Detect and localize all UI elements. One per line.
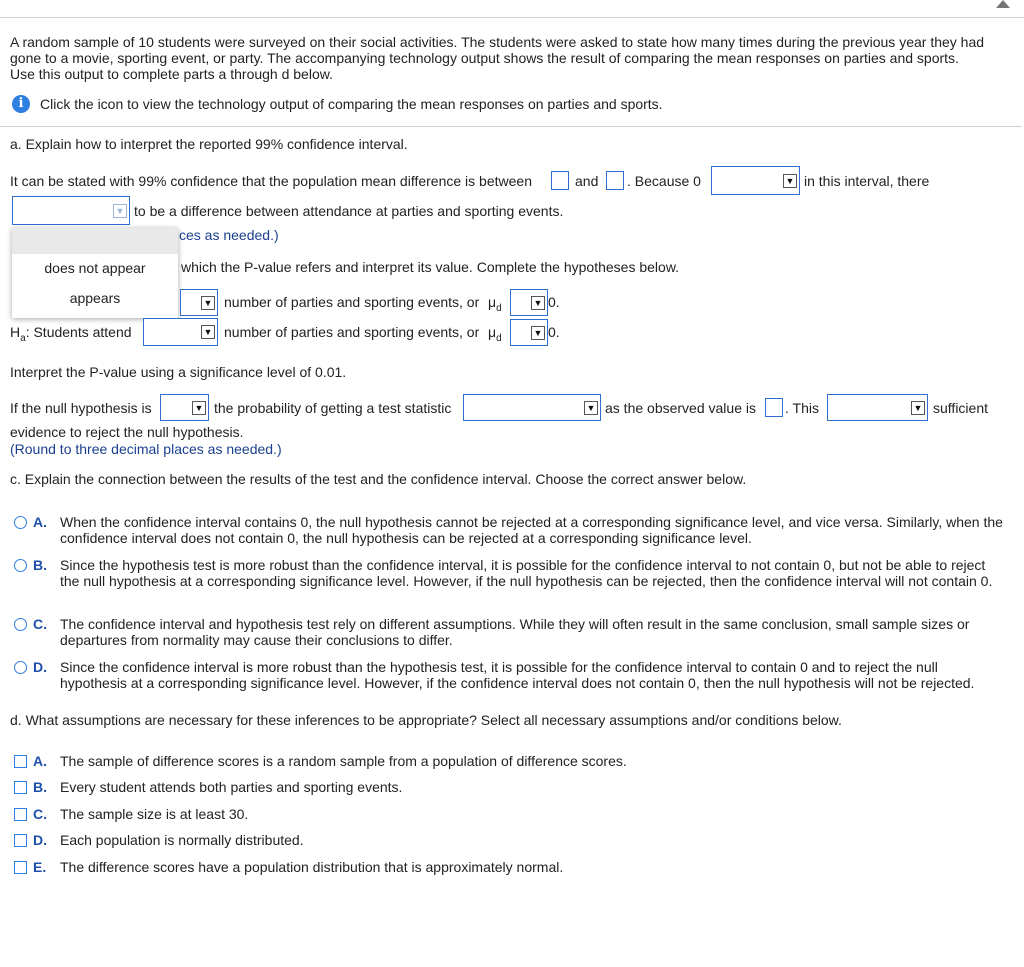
- section-divider: [0, 126, 1022, 127]
- ci-lower-input[interactable]: [551, 171, 569, 190]
- dropdown-arrow-icon: ▼: [192, 401, 206, 415]
- because-label: . Because 0: [627, 173, 701, 189]
- info-link-text[interactable]: Click the icon to view the technology output of comparing the mean responses on parties and sports.: [40, 96, 663, 112]
- ha-compare-select[interactable]: [143, 318, 218, 346]
- ha-operator-select[interactable]: [510, 319, 548, 346]
- evidence-label: evidence to reject the null hypothesis.: [10, 424, 244, 440]
- radio-option-d[interactable]: [14, 661, 27, 674]
- mu-subscript: d: [496, 302, 502, 314]
- h0-compare-select[interactable]: [180, 289, 218, 316]
- ha-zero: 0.: [548, 324, 560, 340]
- check-text-b[interactable]: Every student attends both parties and sporting events.: [60, 779, 403, 795]
- checkbox-option-d[interactable]: [14, 834, 27, 847]
- radio-option-a[interactable]: [14, 516, 27, 529]
- appear-select[interactable]: [12, 196, 130, 225]
- option-text-d[interactable]: Since the confidence interval is more robust than the hypothesis test, it is possible for the confidence interval to contain 0 and to reject the null hypothesis at a corresponding significance level. However, if the confidence interval does not contain 0, then the null hypothesis will not be rejected.: [60, 659, 975, 691]
- to-be-label: to be a difference between attendance at parties and sporting events.: [134, 203, 564, 219]
- round-hint-partial: ces as needed.): [179, 227, 279, 243]
- dropdown-option-does-not-appear[interactable]: does not appear: [44, 260, 146, 276]
- top-divider: [0, 17, 1024, 18]
- h0-zero: 0.: [548, 294, 560, 310]
- h0-mu: [488, 294, 502, 314]
- radio-option-b[interactable]: [14, 559, 27, 572]
- checkbox-option-c[interactable]: [14, 808, 27, 821]
- check-letter-c: C.: [33, 806, 47, 822]
- option-letter-a: A.: [33, 514, 47, 530]
- h0-operator-select[interactable]: [510, 289, 548, 316]
- part-b-heading-partial: which the P-value refers and interpret its value. Complete the hypotheses below.: [181, 259, 680, 275]
- option-text-a[interactable]: When the confidence interval contains 0, the null hypothesis cannot be rejected at a corresponding significance level, and vice versa. Similarly, when the confidence interval does not contain 0, the null hypothesis can be rejected at a corresponding significance level.: [60, 514, 1003, 546]
- intro-line-3: Use this output to complete parts a through d below.: [10, 66, 333, 82]
- zero-in-interval-select[interactable]: [711, 166, 800, 195]
- round-hint: (Round to three decimal places as needed.): [10, 441, 282, 457]
- h0-text: number of parties and sporting events, or: [224, 294, 480, 310]
- mu-subscript: d: [496, 332, 502, 344]
- check-text-c[interactable]: The sample size is at least 30.: [60, 806, 249, 822]
- appear-dropdown-menu: [12, 228, 178, 318]
- intro-line-2: gone to a movie, sporting event, or party. The accompanying technology output shows the result of comparing the mean responses on parties and sports.: [10, 50, 959, 66]
- interpret-label: Interpret the P-value using a significance level of 0.01.: [10, 364, 347, 380]
- in-interval-label: in this interval, there: [804, 173, 930, 189]
- option-letter-c: C.: [33, 616, 47, 632]
- checkbox-option-e[interactable]: [14, 861, 27, 874]
- option-letter-d: D.: [33, 659, 47, 675]
- check-text-d[interactable]: Each population is normally distributed.: [60, 832, 304, 848]
- info-icon[interactable]: i: [12, 95, 30, 113]
- part-c-heading: c. Explain the connection between the results of the test and the confidence interval. Choose the correct answer below.: [10, 471, 747, 487]
- as-observed-label: as the observed value is: [605, 400, 756, 416]
- prob-text: the probability of getting a test statistic: [214, 400, 452, 416]
- p-value-input[interactable]: [765, 398, 783, 417]
- part-a-heading: a. Explain how to interpret the reported 99% confidence interval.: [10, 136, 408, 152]
- check-letter-e: E.: [33, 859, 47, 875]
- ha-text-2: number of parties and sporting events, or: [224, 324, 480, 340]
- mu-symbol: μ: [488, 294, 497, 310]
- dropdown-arrow-icon: ▼: [201, 296, 215, 310]
- dropdown-arrow-icon: ▼: [584, 401, 598, 415]
- dropdown-arrow-icon: ▼: [201, 325, 215, 339]
- option-text-b[interactable]: Since the hypothesis test is more robust than the confidence interval, it is possible for the confidence interval to not contain 0, but not be able to reject the null hypothesis at a corresponding significance level. However, if the null hypothesis can be rejected, then the confidence interval will not contain 0.: [60, 557, 993, 589]
- null-truth-select[interactable]: [160, 394, 209, 421]
- extreme-select[interactable]: [463, 394, 601, 421]
- ha-sub: a: [20, 332, 26, 344]
- checkbox-option-b[interactable]: [14, 781, 27, 794]
- check-letter-b: B.: [33, 779, 47, 795]
- intro-line-1: A random sample of 10 students were surveyed on their social activities. The students were asked to state how many times during the previous year they had: [10, 34, 985, 50]
- checkbox-option-a[interactable]: [14, 755, 27, 768]
- check-text-a[interactable]: The sample of difference scores is a random sample from a population of difference scores.: [60, 753, 627, 769]
- part-a-sentence: It can be stated with 99% confidence that the population mean difference is between: [10, 173, 532, 189]
- check-letter-d: D.: [33, 832, 47, 848]
- sufficient-select[interactable]: [827, 394, 928, 421]
- dropdown-option-appears[interactable]: appears: [69, 290, 121, 306]
- if-null-label: If the null hypothesis is: [10, 400, 152, 416]
- option-text-c[interactable]: The confidence interval and hypothesis test rely on different assumptions. While they will often result in the same conclusion, small sample sizes or departures from normality may cause their conclusions to differ.: [60, 616, 970, 648]
- ha-h: H: [10, 324, 21, 340]
- and-label: and: [575, 173, 599, 189]
- this-label: . This: [785, 400, 819, 416]
- check-text-e[interactable]: The difference scores have a population distribution that is approximately normal.: [60, 859, 564, 875]
- ha-text: : Students attend: [25, 324, 132, 340]
- check-letter-a: A.: [33, 753, 47, 769]
- sufficient-label: sufficient: [933, 400, 988, 416]
- corner-move-icon: [996, 0, 1010, 8]
- dropdown-arrow-icon: ▼: [531, 296, 545, 310]
- ha-label: [10, 324, 132, 344]
- dropdown-arrow-icon: ▼: [531, 326, 545, 340]
- ci-upper-input[interactable]: [606, 171, 624, 190]
- ha-mu: [488, 324, 502, 344]
- radio-option-c[interactable]: [14, 618, 27, 631]
- dropdown-arrow-icon: ▼: [113, 204, 127, 218]
- dropdown-arrow-icon: ▼: [911, 401, 925, 415]
- part-d-heading: d. What assumptions are necessary for these inferences to be appropriate? Select all necessary assumptions and/or conditions below.: [10, 712, 842, 728]
- mu-symbol: μ: [488, 324, 497, 340]
- dropdown-arrow-icon: ▼: [783, 174, 797, 188]
- dropdown-highlight: [12, 228, 178, 254]
- option-letter-b: B.: [33, 557, 47, 573]
